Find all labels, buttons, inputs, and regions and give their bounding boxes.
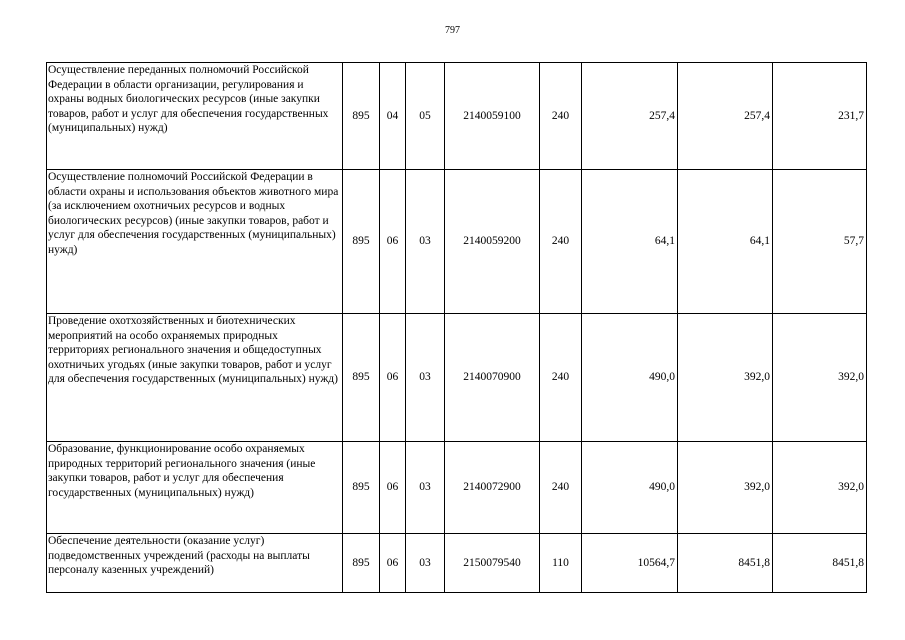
row-description: Проведение охотхозяйственных и биотехнических мероприятий на особо охраняемых природных территориях регионального значения и общедоступных охотничьих угодьях (иные закупки товаров, работ и услуг для обеспечения государственных (муниципальных) нужд) bbox=[47, 314, 343, 442]
target-article-code: 2140072900 bbox=[445, 442, 540, 534]
amount-2: 64,1 bbox=[678, 170, 773, 314]
ministry-code: 895 bbox=[343, 534, 380, 593]
amount-2: 8451,8 bbox=[678, 534, 773, 593]
expense-type-code: 240 bbox=[540, 63, 582, 170]
section-code: 06 bbox=[380, 442, 406, 534]
subsection-code: 05 bbox=[406, 63, 445, 170]
subsection-code: 03 bbox=[406, 442, 445, 534]
section-code: 06 bbox=[380, 314, 406, 442]
target-article-code: 2150079540 bbox=[445, 534, 540, 593]
row-description: Осуществление переданных полномочий Российской Федерации в области организации, регулирования и охраны водных биологических ресурсов (иные закупки товаров, работ и услуг для обеспечения государственных (муниципальных) нужд) bbox=[47, 63, 343, 170]
ministry-code: 895 bbox=[343, 63, 380, 170]
expense-type-code: 240 bbox=[540, 442, 582, 534]
expense-type-code: 240 bbox=[540, 314, 582, 442]
budget-table bbox=[46, 62, 867, 593]
amount-1: 10564,7 bbox=[582, 534, 678, 593]
row-description: Обеспечение деятельности (оказание услуг) подведомственных учреждений (расходы на выплаты персоналу казенных учреждений) bbox=[47, 534, 343, 593]
target-article-code: 2140059200 bbox=[445, 170, 540, 314]
subsection-code: 03 bbox=[406, 170, 445, 314]
subsection-code: 03 bbox=[406, 534, 445, 593]
amount-3: 8451,8 bbox=[773, 534, 867, 593]
amount-1: 490,0 bbox=[582, 442, 678, 534]
page-number: 797 bbox=[445, 25, 460, 36]
table-row bbox=[47, 534, 867, 593]
amount-3: 392,0 bbox=[773, 314, 867, 442]
section-code: 06 bbox=[380, 170, 406, 314]
ministry-code: 895 bbox=[343, 442, 380, 534]
table-row bbox=[47, 442, 867, 534]
table-row bbox=[47, 170, 867, 314]
amount-1: 64,1 bbox=[582, 170, 678, 314]
row-description: Осуществление полномочий Российской Федерации в области охраны и использования объектов животного мира (за исключением охотничьих ресурсов и водных биологических ресурсов) (иные закупки товаров, работ и услуг для обеспечения государственных (муниципальных) нужд) bbox=[47, 170, 343, 314]
table-row bbox=[47, 314, 867, 442]
amount-2: 392,0 bbox=[678, 442, 773, 534]
amount-2: 257,4 bbox=[678, 63, 773, 170]
table-row bbox=[47, 63, 867, 170]
target-article-code: 2140070900 bbox=[445, 314, 540, 442]
section-code: 04 bbox=[380, 63, 406, 170]
expense-type-code: 110 bbox=[540, 534, 582, 593]
ministry-code: 895 bbox=[343, 314, 380, 442]
target-article-code: 2140059100 bbox=[445, 63, 540, 170]
amount-3: 392,0 bbox=[773, 442, 867, 534]
section-code: 06 bbox=[380, 534, 406, 593]
amount-3: 57,7 bbox=[773, 170, 867, 314]
amount-2: 392,0 bbox=[678, 314, 773, 442]
amount-1: 490,0 bbox=[582, 314, 678, 442]
ministry-code: 895 bbox=[343, 170, 380, 314]
row-description: Образование, функционирование особо охраняемых природных территорий регионального значения (иные закупки товаров, работ и услуг для обеспечения государственных (муниципальных) нужд) bbox=[47, 442, 343, 534]
subsection-code: 03 bbox=[406, 314, 445, 442]
expense-type-code: 240 bbox=[540, 170, 582, 314]
amount-1: 257,4 bbox=[582, 63, 678, 170]
amount-3: 231,7 bbox=[773, 63, 867, 170]
